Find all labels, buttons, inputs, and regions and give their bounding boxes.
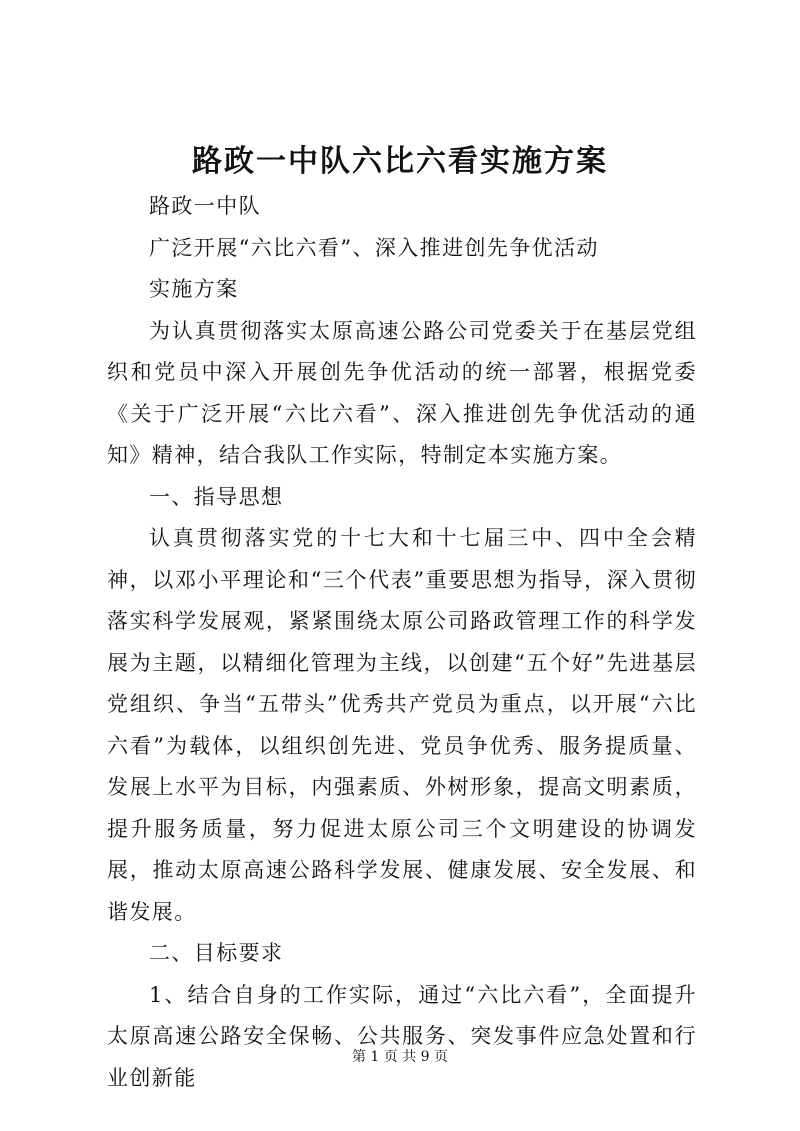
- document-body: [107, 186, 697, 1099]
- goals-paragraph-1: 1、结合自身的工作实际，通过“六比六看”，全面提升太原高速公路安全保畅、公共服务、突发事件应急处置和行业创新能: [107, 982, 697, 1090]
- unit-name-paragraph: 路政一中队: [149, 194, 261, 218]
- page-footer: 第 1 页 共 9 页: [351, 1049, 449, 1065]
- subtitle-paragraph: 广泛开展“六比六看”、深入推进创先争优活动: [149, 235, 599, 260]
- section-heading-goals: 二、目标要求: [149, 941, 284, 965]
- plan-label-paragraph: 实施方案: [149, 277, 239, 301]
- section-heading-guiding-thought: 一、指导思想: [149, 484, 284, 509]
- intro-paragraph: 为认真贯彻落实太原高速公路公司党委关于在基层党组织和党员中深入开展创先争优活动的统一部署，根据党委《关于广泛开展“六比六看”、深入推进创先争优活动的通知》精神，结合我队工作实际，特制定本实施方案。: [107, 318, 697, 467]
- guiding-thought-paragraph: 认真贯彻落实党的十七大和十七届三中、四中全会精神，以邓小平理论和“三个代表”重要思想为指导，深入贯彻落实科学发展观，紧紧围绕太原公司路政管理工作的科学发展为主题，以精细化管理为主线，以创建“五个好”先进基层党组织、争当“五带头”优秀共产党员为重点，以开展“六比六看”为载体，以组织创先进、党员争优秀、服务提质量、发展上水平为目标，内强素质、外树形象，提高文明素质，提升服务质量，努力促进太原公司三个文明建设的协调发展，推动太原高速公路科学发展、健康发展、安全发展、和谐发展。: [107, 526, 697, 924]
- document-title: 路政一中队六比六看实施方案: [192, 144, 608, 179]
